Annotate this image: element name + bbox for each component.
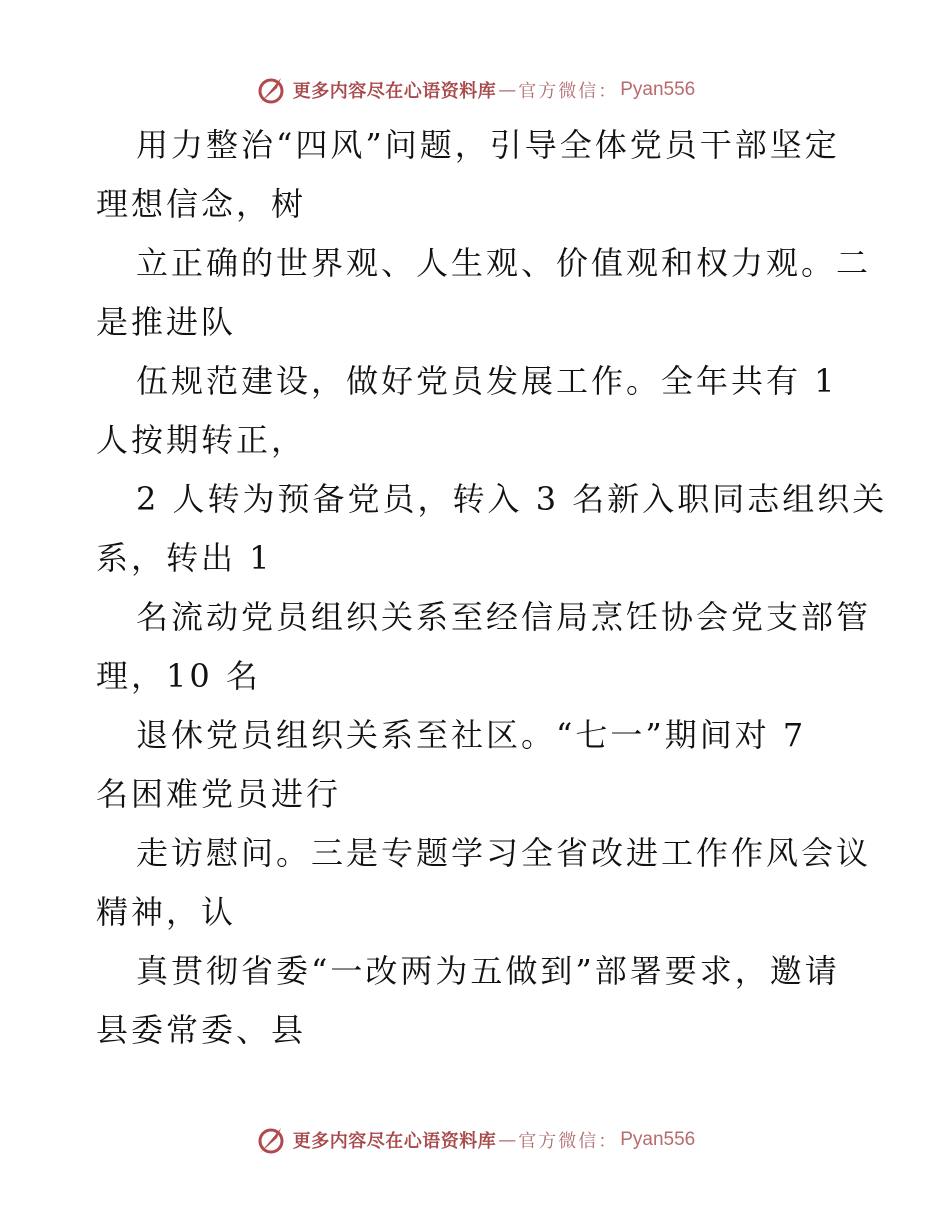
text-line: 理，10 名: [96, 657, 261, 695]
watermark-handle: Pyan556: [620, 1129, 696, 1150]
feather-pen-in-circle-icon: [255, 74, 287, 106]
watermark-handle: Pyan556: [620, 79, 696, 100]
text-line: 真贯彻省委“一改两为五做到”部署要求，邀请: [136, 952, 840, 990]
text-line: 名流动党员组织关系至经信局烹饪协会党支部管: [136, 598, 872, 636]
text-line: 是推进队: [96, 303, 237, 341]
watermark-separator: —: [498, 1129, 517, 1151]
text-line: 伍规范建设，做好党员发展工作。全年共有 1: [136, 362, 838, 400]
text-line: 2 人转为预备党员，转入 3 名新入职同志组织关: [136, 480, 888, 518]
text-line: 精神，认: [96, 893, 237, 931]
text-line: 县委常委、县: [96, 1011, 307, 1049]
watermark-header: [0, 70, 950, 110]
document-body: [96, 116, 888, 1060]
watermark-separator: —: [498, 79, 517, 101]
text-line: 用力整治“四风”问题，引导全体党员干部坚定: [136, 126, 840, 164]
text-line: 理想信念，树: [96, 185, 307, 223]
watermark-label: 官方微信：: [518, 81, 619, 102]
text-line: 系，转出 1: [96, 539, 273, 577]
feather-pen-in-circle-icon: [255, 1124, 287, 1156]
text-line: 人按期转正，: [96, 421, 307, 459]
text-line: 立正确的世界观、人生观、价值观和权力观。二: [136, 244, 872, 282]
watermark-brand: 更多内容尽在心语资料库: [292, 81, 497, 102]
watermark-label: 官方微信：: [518, 1131, 619, 1152]
text-line: 退休党员组织关系至社区。“七一”期间对 7: [136, 716, 807, 754]
watermark-brand: 更多内容尽在心语资料库: [292, 1131, 497, 1152]
text-line: 名困难党员进行: [96, 775, 342, 813]
watermark-footer: [0, 1120, 950, 1160]
text-line: 走访慰问。三是专题学习全省改进工作作风会议: [136, 834, 872, 872]
